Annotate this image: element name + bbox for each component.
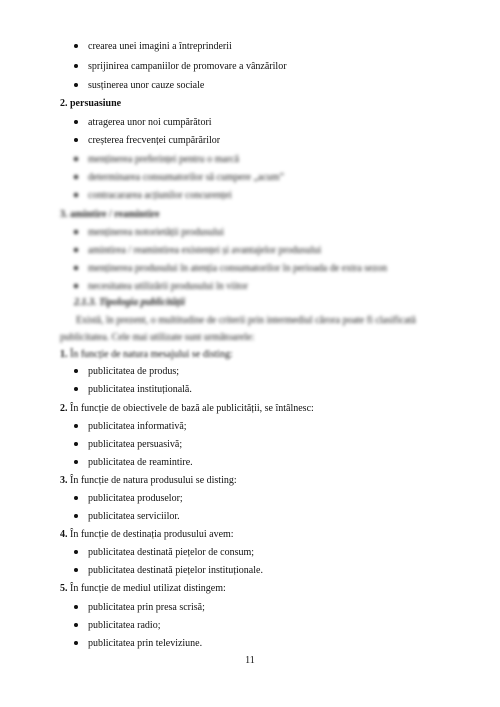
bullet-icon	[74, 230, 78, 234]
paragraph-line: Există, în prezent, o multitudine de criterii prin intermediul cărora poate fi clasificată	[76, 315, 416, 326]
list-item: menținerea produsului în atenția consumatorilor în perioada de extra sezon	[74, 264, 387, 274]
list-item: publicitatea de produs;	[74, 367, 179, 377]
list-item: publicitatea prin presa scrisă;	[74, 603, 205, 613]
criterion-heading: 2. În funcție de obiectivele de bază ale publicității, se întâlnesc:	[60, 403, 314, 414]
list-item: publicitatea instituțională.	[74, 385, 192, 395]
list-item: creșterea frecvenței cumpărărilor	[74, 136, 220, 146]
list-item: amintirea / reamintirea existenței și avantajelor produsului	[74, 246, 321, 256]
bullet-icon	[74, 284, 78, 288]
list-item: atragerea unor noi cumpărători	[74, 118, 212, 128]
list-item: publicitatea radio;	[74, 621, 160, 631]
criterion-heading: 4. În funcție de destinația produsului avem:	[60, 529, 234, 540]
paragraph-line: publicitatea. Cele mai utilizate sunt următoarele:	[60, 332, 255, 343]
list-item: publicitatea persuasivă;	[74, 440, 182, 450]
criterion-heading: 5. În funcție de mediul utilizat distingem:	[60, 583, 226, 594]
bullet-icon	[74, 550, 78, 554]
bullet-icon	[74, 266, 78, 270]
list-item: contracararea acțiunilor concurenței	[74, 191, 232, 201]
list-item: publicitatea prin televiziune.	[74, 639, 202, 649]
bullet-icon	[74, 623, 78, 627]
bullet-icon	[74, 193, 78, 197]
bullet-icon	[74, 568, 78, 572]
bullet-icon	[74, 157, 78, 161]
list-item: menținerea preferinței pentru o marcă	[74, 155, 239, 165]
section-heading: 2. persuasiune	[60, 98, 122, 109]
page-number: 11	[245, 655, 255, 666]
list-item: publicitatea produselor;	[74, 494, 183, 504]
criterion-heading: 1. În funcție de natura mesajului se disting:	[60, 349, 233, 360]
bullet-icon	[74, 641, 78, 645]
list-item: publicitatea destinată piețelor de consum;	[74, 548, 254, 558]
list-item: publicitatea informativă;	[74, 422, 187, 432]
list-item: determinarea consumatorilor să cumpere „acum”	[74, 173, 284, 183]
list-item: susținerea unor cauze sociale	[74, 81, 204, 91]
list-item: publicitatea serviciilor.	[74, 512, 180, 522]
list-item: crearea unei imagini a întreprinderii	[74, 42, 232, 52]
bullet-icon	[74, 248, 78, 252]
criterion-heading: 3. În funcție de natura produsului se disting:	[60, 475, 237, 486]
bullet-icon	[74, 64, 78, 68]
bullet-icon	[74, 424, 78, 428]
list-item: sprijinirea campaniilor de promovare a vânzărilor	[74, 62, 287, 72]
list-item: publicitatea destinată piețelor instituționale.	[74, 566, 263, 576]
bullet-icon	[74, 44, 78, 48]
bullet-icon	[74, 175, 78, 179]
list-item: menținerea notorietății produsului	[74, 228, 224, 238]
bullet-icon	[74, 496, 78, 500]
list-item: necesitatea utilizării produsului în viitor	[74, 282, 248, 292]
section-heading: 3. amintire / reamintire	[60, 209, 160, 220]
bullet-icon	[74, 514, 78, 518]
bullet-icon	[74, 460, 78, 464]
bullet-icon	[74, 387, 78, 391]
list-item: publicitatea de reamintire.	[74, 458, 193, 468]
bullet-icon	[74, 605, 78, 609]
bullet-icon	[74, 442, 78, 446]
bullet-icon	[74, 138, 78, 142]
bullet-icon	[74, 120, 78, 124]
bullet-icon	[74, 369, 78, 373]
bullet-icon	[74, 83, 78, 87]
subsection-title: 2.1.3. Tipologia publicității	[74, 297, 186, 308]
